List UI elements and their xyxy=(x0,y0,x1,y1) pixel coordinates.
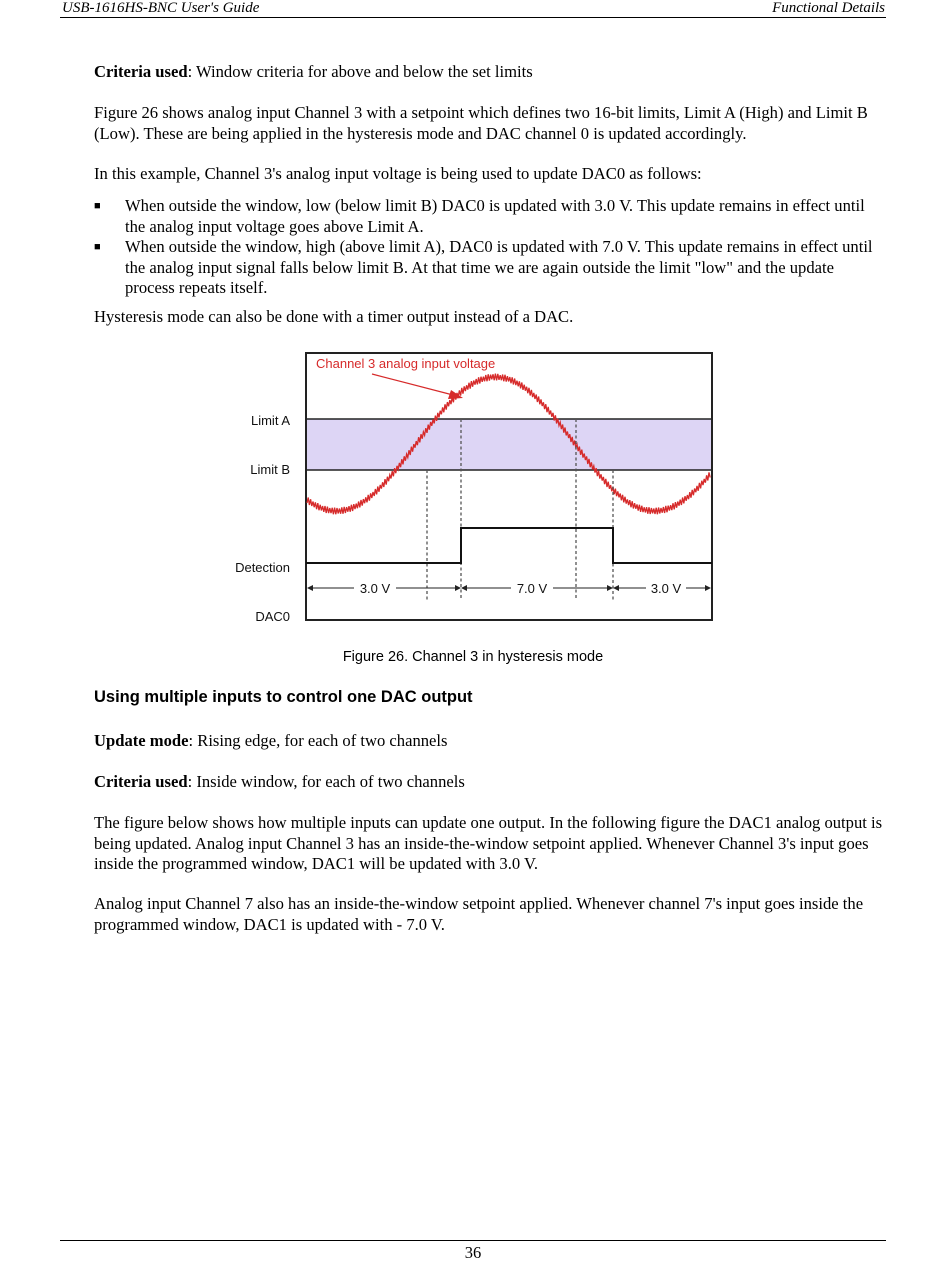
criteria-line-2 xyxy=(94,772,884,793)
dac-label: DAC0 xyxy=(255,609,290,624)
window-band xyxy=(307,419,711,470)
figure-caption: Figure 26. Channel 3 in hysteresis mode xyxy=(342,649,604,665)
criteria-line xyxy=(94,62,884,83)
intro-paragraph-1 xyxy=(94,103,884,144)
section2-paragraph-2-text: Analog input Channel 7 also has an inside-the-window setpoint applied. Whenever channel 7's input goes inside the programmed window, DAC1 is updated with - 7.0 V. xyxy=(94,894,864,934)
limit-b-label: Limit B xyxy=(250,462,290,477)
header-section-title: Functional Details xyxy=(772,0,885,16)
segment-label-2: 7.0 V xyxy=(516,581,548,596)
hysteresis-figure xyxy=(220,345,720,635)
list-item xyxy=(94,237,884,299)
intro-paragraph-2 xyxy=(94,164,884,185)
bullet-list xyxy=(94,196,884,299)
limit-a-label: Limit A xyxy=(250,413,290,428)
intro-paragraph-2-text: In this example, Channel 3's analog input voltage is being used to update DAC0 as follows: xyxy=(94,164,702,183)
section-heading: Using multiple inputs to control one DAC output xyxy=(94,688,473,706)
bullet-square-icon: ■ xyxy=(94,200,101,212)
section2-paragraph-1 xyxy=(94,813,884,875)
segment-label-1: 3.0 V xyxy=(359,581,391,596)
section2-paragraph-1-text: The figure below shows how multiple inputs can update one output. In the following figure the DAC1 analog output is being updated. Analog input Channel 3 has an inside-the-window setpoint applied. Whenever Channel 3's input goes inside the programmed window, DAC1 will be updated with 3.0 V. xyxy=(94,813,883,873)
intro-paragraph-3 xyxy=(94,307,884,328)
criteria-label: Criteria used xyxy=(94,62,188,81)
intro-paragraph-3-text: Hysteresis mode can also be done with a timer output instead of a DAC. xyxy=(94,307,574,326)
diagram-frame xyxy=(306,353,712,620)
criteria-text-2: : Inside window, for each of two channels xyxy=(187,772,465,791)
footer-rule xyxy=(60,1240,886,1241)
header-rule xyxy=(60,17,886,18)
page-number: 36 xyxy=(464,1243,482,1262)
header-guide-title: USB-1616HS-BNC User's Guide xyxy=(62,0,260,16)
bullet-square-icon: ■ xyxy=(94,241,101,253)
bullet-text: When outside the window, low (below limit B) DAC0 is updated with 3.0 V. This update remains in effect until the analog input voltage goes above Limit A. xyxy=(125,196,865,236)
signal-annotation: Channel 3 analog input voltage xyxy=(316,356,496,371)
intro-paragraph-1-text: Figure 26 shows analog input Channel 3 with a setpoint which defines two 16-bit limits, Limit A (High) and Limit B (Low). These are being applied in the hysteresis mode and DAC channel 0 is updated accordingly. xyxy=(94,103,868,143)
hysteresis-diagram xyxy=(220,345,720,630)
segment-label-3: 3.0 V xyxy=(650,581,682,596)
detection-label: Detection xyxy=(235,560,290,575)
bullet-text: When outside the window, high (above limit A), DAC0 is updated with 7.0 V. This update remains in effect until the analog input signal falls below limit B. At that time we are again outside the limit "low" and the update process repeats itself. xyxy=(125,237,873,297)
update-mode-text: : Rising edge, for each of two channels xyxy=(188,731,448,750)
update-mode-label: Update mode xyxy=(94,731,189,750)
criteria-text: : Window criteria for above and below the set limits xyxy=(187,62,533,81)
criteria-label-2: Criteria used xyxy=(94,772,188,791)
section2-paragraph-2 xyxy=(94,894,884,935)
update-mode-line xyxy=(94,731,884,752)
list-item xyxy=(94,196,884,237)
